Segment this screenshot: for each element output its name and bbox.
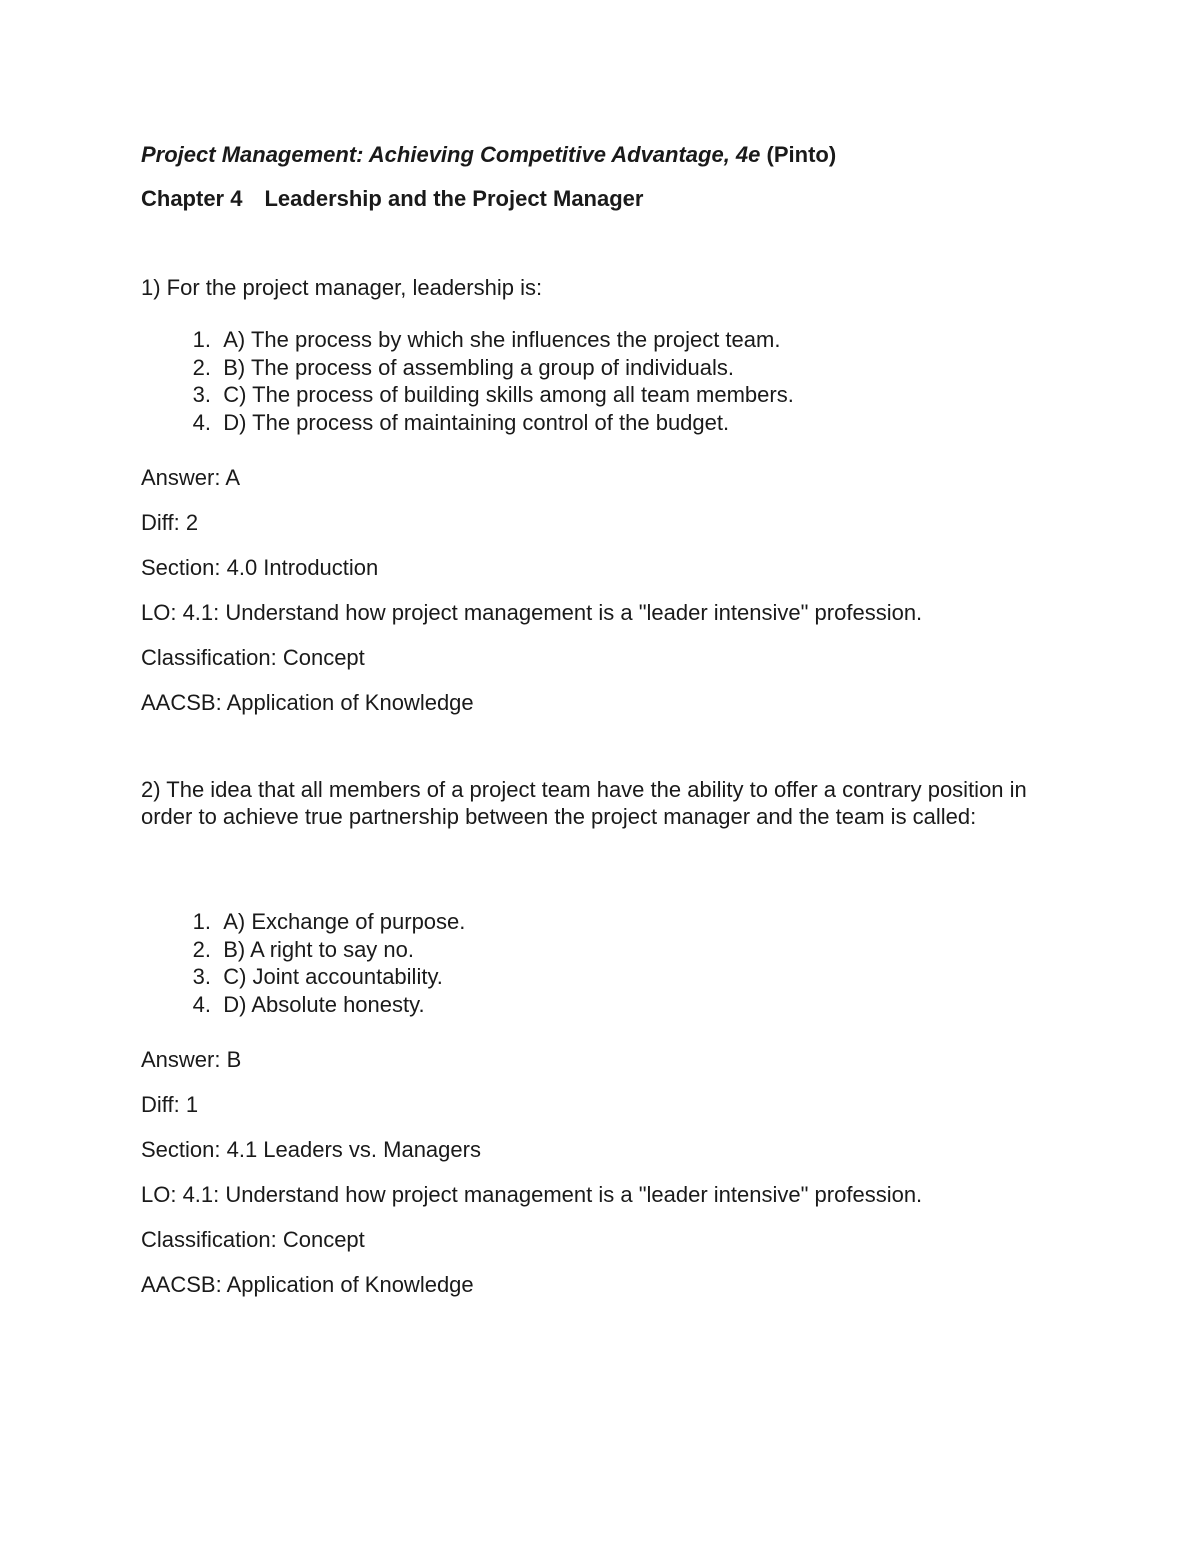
difficulty-line: Diff: 1 <box>141 1092 199 1117</box>
learning-objective-line: LO: 4.1: Understand how project management is a "leader intensive" profession. <box>141 1182 923 1207</box>
option-item <box>141 963 1061 991</box>
chapter-title: Leadership and the Project Manager <box>264 186 644 211</box>
question-block-1 <box>141 274 1061 716</box>
option-item <box>141 908 1061 936</box>
section-line: Section: 4.1 Leaders vs. Managers <box>141 1137 481 1162</box>
option-text: B) The process of assembling a group of individuals. <box>223 354 734 380</box>
option-text: A) Exchange of purpose. <box>223 909 466 934</box>
option-item <box>141 991 1061 1019</box>
option-item <box>141 936 1061 964</box>
option-number: 3. <box>192 964 211 989</box>
option-text: D) The process of maintaining control of the budget. <box>223 409 730 435</box>
question-stem: 1) For the project manager, leadership is: <box>141 275 543 300</box>
difficulty-line: Diff: 2 <box>141 510 199 535</box>
option-number: 2. <box>192 354 211 380</box>
chapter-number: Chapter 4 <box>141 186 243 211</box>
option-item <box>141 409 1061 437</box>
book-title <box>141 140 1061 170</box>
option-number: 4. <box>192 409 211 435</box>
aacsb-line: AACSB: Application of Knowledge <box>141 1272 474 1297</box>
classification-line: Classification: Concept <box>141 1227 365 1252</box>
document-content <box>141 140 1061 1316</box>
classification-line: Classification: Concept <box>141 645 365 670</box>
option-item <box>141 381 1061 409</box>
option-number: 2. <box>192 936 211 962</box>
book-title-italic: Project Management: Achieving Competitive Advantage, 4e <box>141 142 761 167</box>
chapter-heading <box>141 184 1061 214</box>
option-text: D) Absolute honesty. <box>223 991 425 1017</box>
option-number: 3. <box>192 382 211 407</box>
question-block-2 <box>141 776 1061 1298</box>
option-item <box>141 326 1061 354</box>
question-metadata <box>141 464 1061 716</box>
answer-line: Answer: B <box>141 1047 242 1072</box>
book-title-author: (Pinto) <box>766 142 837 167</box>
question-stem: 2) The idea that all members of a project team have the ability to offer a contrary position in order to achieve true partnership between the project manager and the team is called: <box>141 777 1027 829</box>
section-line: Section: 4.0 Introduction <box>141 555 379 580</box>
option-item <box>141 354 1061 382</box>
aacsb-line: AACSB: Application of Knowledge <box>141 690 474 715</box>
option-text: B) A right to say no. <box>223 936 415 962</box>
answer-options <box>141 326 1061 436</box>
question-metadata <box>141 1046 1061 1298</box>
option-number: 1. <box>192 909 211 934</box>
option-text: A) The process by which she influences the project team. <box>223 327 781 352</box>
option-number: 1. <box>192 327 211 352</box>
answer-options <box>141 908 1061 1018</box>
answer-line: Answer: A <box>141 465 241 490</box>
learning-objective-line: LO: 4.1: Understand how project management is a "leader intensive" profession. <box>141 600 923 625</box>
option-text: C) Joint accountability. <box>223 964 443 989</box>
option-text: C) The process of building skills among all team members. <box>223 382 794 407</box>
option-number: 4. <box>192 991 211 1017</box>
